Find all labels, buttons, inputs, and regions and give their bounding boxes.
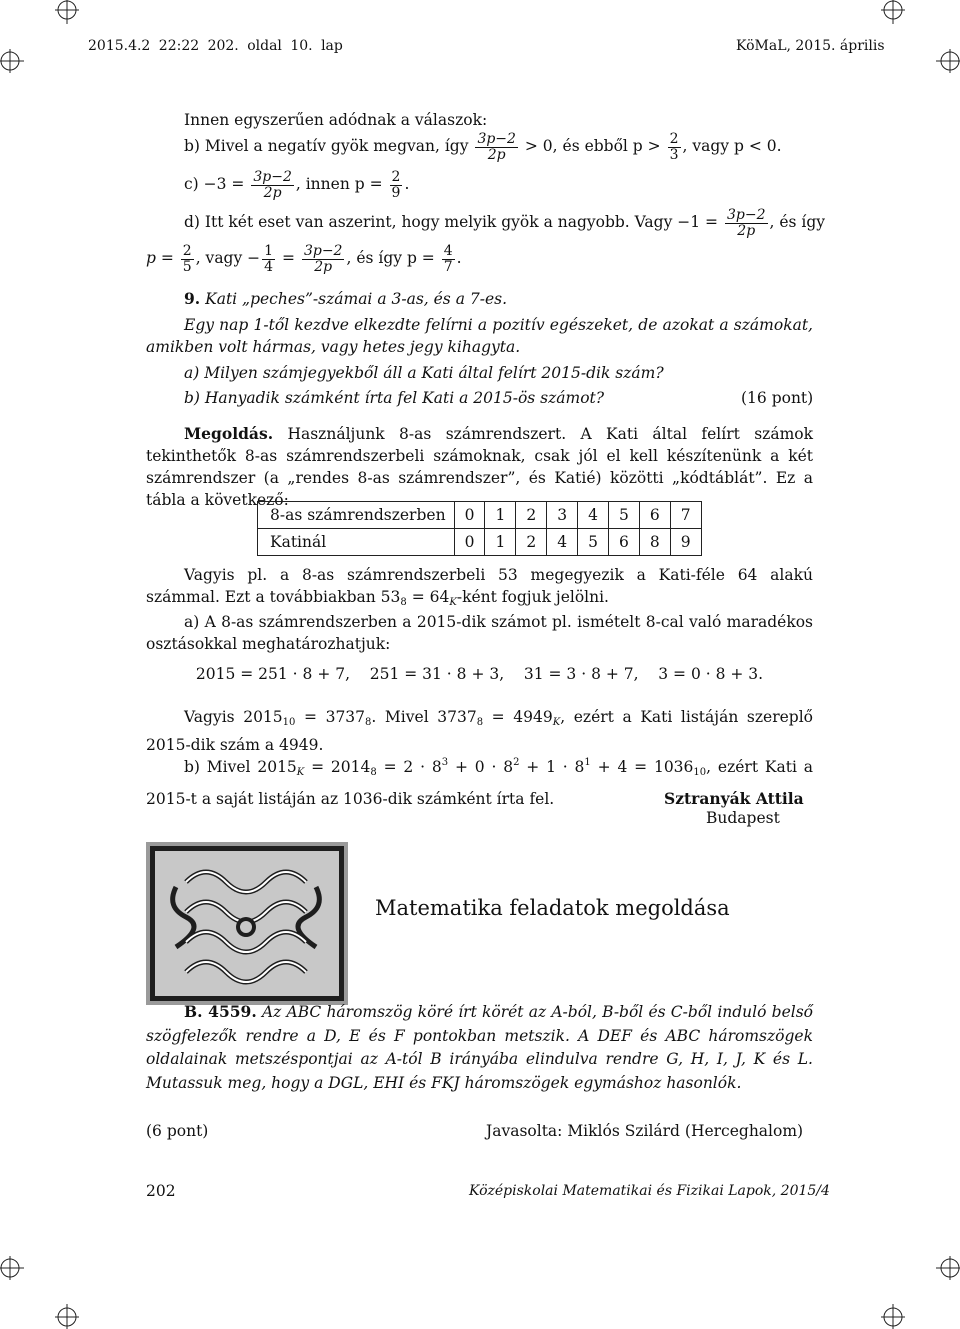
problem-b4559: B. 4559. Az ABC háromszög köré írt körét az A-ból, B-ből és C-ből induló belső szögfelezők rendre a D, E és F pontokban metszik. A DEF és ABC háromszögek oldalainak metszéspontjai az A-tól B irányába elindulva rendre G, H, I, J, K és L. Mutassuk meg, hogy a DGL, EHI és FKJ háromszögek egymáshoz hasonlók.: [146, 1002, 813, 1092]
table-cell: 7: [670, 502, 701, 529]
author-city: Budapest: [706, 809, 780, 827]
division-equations: 2015 = 251 · 8 + 7, 251 = 31 · 8 + 3, 31 = 3 · 8 + 7, 3 = 0 · 8 + 3.: [195, 665, 764, 683]
table-cell: 6: [608, 529, 639, 556]
solution-label: Megoldás.: [184, 424, 274, 443]
fraction: $\frac{3p-2}{2p}$: [477, 131, 516, 163]
problem-9-points: (16 pont): [741, 389, 814, 407]
fraction: $\frac{2}{9}$: [391, 169, 401, 201]
table-cell: 5: [608, 502, 639, 529]
table-cell: 4: [578, 502, 609, 529]
fraction: $\frac{4}{7}$: [443, 243, 453, 275]
table-cell: 0: [454, 529, 485, 556]
problem-b4559-points: (6 pont): [146, 1122, 209, 1140]
table-row: [258, 502, 702, 529]
code-table: [257, 501, 702, 556]
header-left: 2015.4.2 22:22 202. oldal 10. lap: [88, 38, 343, 54]
table-cell: 4: [547, 529, 578, 556]
registration-mark-bottom-left: [52, 1300, 82, 1329]
table-cell: 0: [454, 502, 485, 529]
table-row-label: Katinál: [258, 529, 455, 556]
section-title: Matematika feladatok megoldása: [375, 896, 730, 920]
solution-paragraph-1: Megoldás. Használjunk 8-as számrendszert. A Kati által felírt számok tekinthetők 8-as számrendszerbeli számoknak, csak jól el kell készítenünk a két számrendszer (a „rendes 8-as számrendszer”, és Katié) közötti „kódtáblát”. Ez a tábla a következő:: [146, 424, 814, 509]
table-cell: 1: [485, 529, 516, 556]
author-name: Sztranyák Attila: [664, 789, 804, 808]
solution-paragraph-3: a) A 8-as számrendszerben a 2015-dik számot pl. ismételt 8-cal való maradékos osztásokkal meghatározhatjuk:: [146, 613, 813, 653]
solution-paragraph-5: b) Mivel $2015_K = 2014_8 = 2 \cdot 8^3 + 0 \cdot 8^2 + 1 \cdot 8^1 + 4 = 1036_{10}$, ezért Kati a 2015-t a saját listáján az 1036-dik számként írta fel.: [146, 757, 813, 808]
table-row: [258, 529, 702, 556]
table-cell: 8: [639, 529, 670, 556]
problem-9-question-b: b) Hanyadik számként írta fel Kati a 2015-ös számot?: [184, 389, 605, 407]
problem-9-title: 9. Kati „peches”-számai a 3-as, és a 7-es.: [184, 289, 508, 308]
fraction: $\frac{3p-2}{2p}$: [726, 207, 766, 239]
page-number: 202: [146, 1182, 176, 1200]
table-cell: 6: [639, 502, 670, 529]
table-row-label: 8-as számrendszerben: [258, 502, 455, 529]
problem-9-text: Egy nap 1-től kezdve elkezdte felírni a pozitív egészeket, de azokat a számokat, amikben volt hármas, vagy hetes jegy kihagyta.: [146, 316, 813, 356]
registration-mark-left-bottom: [0, 1253, 26, 1283]
journal-title: Középiskolai Matematikai és Fizikai Lapok, 2015/4: [469, 1183, 830, 1199]
table-cell: 9: [670, 529, 701, 556]
fraction: $\frac{3p-2}{2p}$: [253, 169, 292, 201]
answer-d: d) Itt két eset van aszerint, hogy melyik gyök a nagyobb. Vagy −1 = $\frac{3p-2}{2p}$ , és így: [184, 207, 826, 239]
problem-b4559-proposed-by: Javasolta: Miklós Szilárd (Herceghalom): [486, 1122, 804, 1140]
answers-intro: Innen egyszerűen adódnak a válaszok:: [184, 111, 488, 129]
header-right: KöMaL, 2015. április: [736, 38, 885, 54]
table-cell: 3: [547, 502, 578, 529]
table-cell: 2: [516, 529, 547, 556]
fraction: $\frac{2}{3}$: [669, 131, 679, 163]
fraction: $\frac{3p-2}{2p}$: [303, 243, 343, 275]
registration-mark-right-top: [934, 46, 960, 76]
table-cell: 5: [578, 529, 609, 556]
registration-mark-left-top: [0, 46, 26, 76]
decorative-ornament-image: [146, 842, 348, 1005]
table-cell: 2: [516, 502, 547, 529]
problem-9-question-a: a) Milyen számjegyekből áll a Kati által felírt 2015-dik szám?: [184, 364, 664, 382]
registration-mark-top-left: [52, 0, 82, 26]
answer-c: c) −3 = $\frac{3p-2}{2p}$ , innen p = $\frac{2}{9}$ .: [184, 169, 410, 201]
answer-b: b) Mivel a negatív gyök megvan, így $\frac{3p-2}{2p}$ > 0, és ebből p > $\frac{2}{3}$ , vagy p < 0.: [184, 131, 782, 163]
registration-mark-bottom-right: [878, 1300, 908, 1329]
answer-d-cont: p = $\frac{2}{5}$ , vagy − $\frac{1}{4}$ = $\frac{3p-2}{2p}$ , és így p = $\frac{4}{7}$ .: [146, 243, 462, 275]
fraction: $\frac{2}{5}$: [182, 243, 192, 275]
solution-paragraph-2: Vagyis pl. a 8-as számrendszerbeli 53 megegyezik a Kati-féle 64 alakú számmal. Ezt a továbbiakban $53_8$ = $64_K$-ként fogjuk jelölni.: [146, 566, 813, 608]
registration-mark-top-right: [878, 0, 908, 26]
solution-paragraph-4: Vagyis $2015_{10} = 3737_8$. Mivel $3737_8 = 4949_K$, ezért a Kati listáján szereplő 2015-dik szám a 4949.: [146, 708, 813, 754]
table-cell: 1: [485, 502, 516, 529]
fraction: $\frac{1}{4}$: [264, 243, 274, 275]
registration-mark-right-bottom: [934, 1253, 960, 1283]
